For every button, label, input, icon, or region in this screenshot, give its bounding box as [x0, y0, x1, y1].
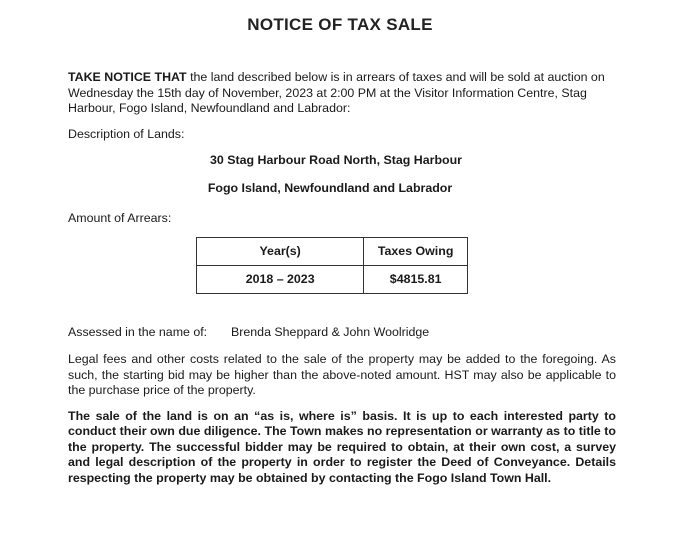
arrears-table: [196, 237, 468, 294]
table-row: [197, 266, 468, 294]
cell-years: 2018 – 2023: [197, 266, 364, 294]
assessed-label: Assessed in the name of:: [68, 325, 208, 339]
header-taxes-owing: Taxes Owing: [364, 238, 468, 266]
header-years: Year(s): [197, 238, 364, 266]
notice-title: NOTICE OF TAX SALE: [247, 15, 433, 34]
address-line-1: 30 Stag Harbour Road North, Stag Harbour: [210, 153, 462, 167]
cell-taxes-owing: $4815.81: [364, 266, 468, 294]
description-label: Description of Lands:: [68, 127, 185, 141]
intro-paragraph: [68, 70, 616, 117]
sale-terms-paragraph: The sale of the land is on an “as is, where is” basis. It is up to each interested party to conduct their own due diligence. The Town makes no representation or warranty as to title to the property. The successful bidder may be required to obtain, at their own cost, a survey and legal description of the property in order to register the Deed of Conveyance. Details respecting the property may be obtained by contacting the Fogo Island Town Hall.: [68, 409, 616, 485]
assessed-owner-name: Brenda Sheppard & John Woolridge: [231, 325, 430, 339]
table-header-row: [197, 238, 468, 266]
arrears-label: Amount of Arrears:: [68, 211, 172, 225]
assessed-line: [68, 325, 616, 341]
intro-lead: TAKE NOTICE THAT: [68, 70, 187, 84]
intro-text: the land described below is in arrears of taxes and will be sold at auction on Wednesday the 15th day of November, 2023 at 2:00 PM at the Visitor Information Centre, Stag Harbour, Fogo Island, Newfoundland and Labrador:: [68, 70, 605, 115]
address-line-2: Fogo Island, Newfoundland and Labrador: [207, 181, 453, 195]
legal-fees-paragraph: Legal fees and other costs related to the sale of the property may be added to the foregoing. As such, the starting bid may be higher than the above-noted amount. HST may also be applicable to the purchase price of the property.: [68, 352, 616, 397]
